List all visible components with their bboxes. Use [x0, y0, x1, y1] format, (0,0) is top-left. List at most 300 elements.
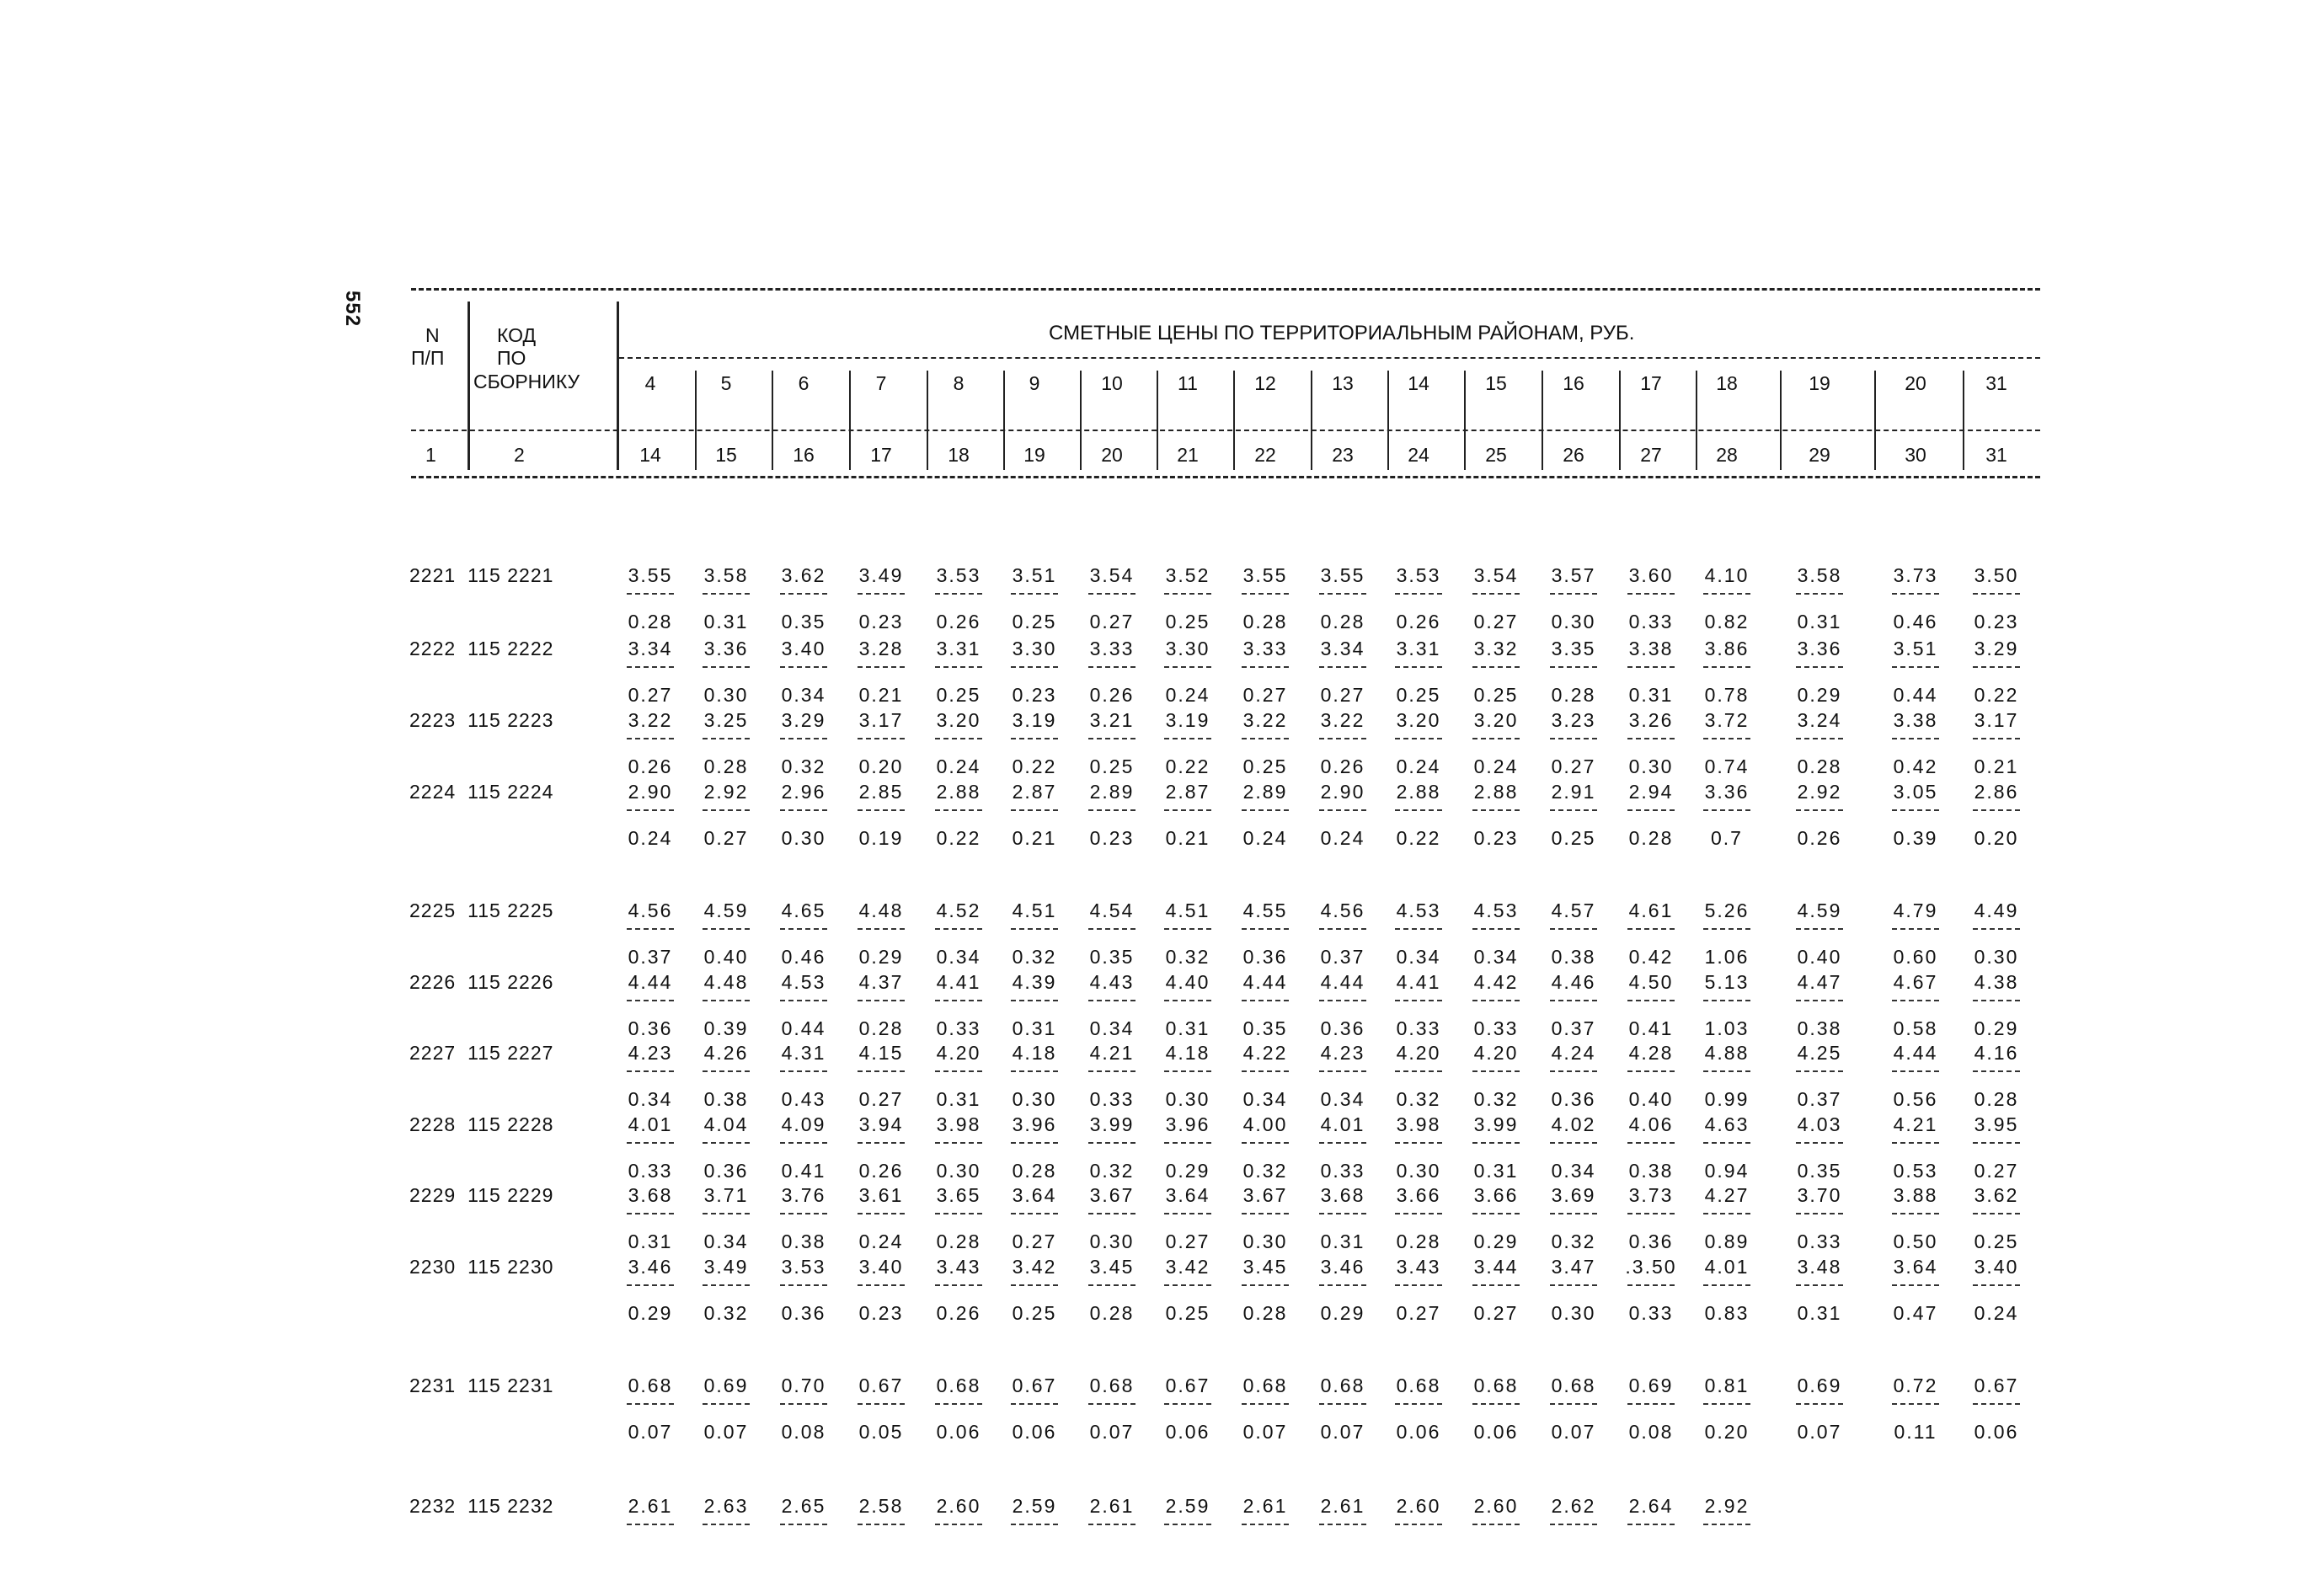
wage-value: 0.24	[1242, 827, 1288, 849]
fraction-line	[1703, 1403, 1750, 1405]
price-value: 4.50	[1628, 971, 1674, 993]
price-value: 3.57	[1551, 564, 1596, 586]
wage-value: 0.27	[1242, 684, 1288, 706]
price-value: 2.91	[1551, 781, 1596, 803]
fraction-line	[1164, 738, 1211, 739]
wage-value: 0.24	[1165, 684, 1210, 706]
column-number: 17	[870, 444, 892, 466]
fraction-line	[780, 593, 827, 595]
price-value: 3.42	[1012, 1256, 1057, 1278]
price-value: 3.29	[1974, 638, 2019, 659]
region-number: 11	[1178, 372, 1198, 394]
wage-value: 0.30	[1551, 1302, 1596, 1324]
wage-value: 0.26	[936, 611, 981, 633]
price-value: 2.90	[1320, 781, 1365, 803]
price-value: 3.49	[858, 564, 904, 586]
wage-value: 0.29	[1797, 684, 1842, 706]
price-value: 3.66	[1396, 1184, 1441, 1206]
wage-value: 0.36	[1320, 1017, 1365, 1039]
price-value: 4.39	[1012, 971, 1057, 993]
wage-value: 0.26	[1089, 684, 1135, 706]
price-value: 4.42	[1473, 971, 1519, 993]
price-value: 2.88	[1473, 781, 1519, 803]
wage-value: 0.50	[1893, 1230, 1938, 1252]
region-number: 4	[644, 372, 656, 394]
price-value: 3.51	[1893, 638, 1938, 659]
price-value: 4.31	[781, 1042, 826, 1064]
wage-value: 0.31	[703, 611, 749, 633]
fraction-line	[1088, 809, 1135, 811]
region-number: 31	[1985, 372, 2007, 394]
fraction-line	[1796, 738, 1843, 739]
column-divider	[1080, 371, 1082, 470]
wage-value: 0.33	[1320, 1160, 1365, 1182]
row-number: 2232	[409, 1495, 457, 1517]
column-number: 20	[1101, 444, 1123, 466]
fraction-line	[1164, 666, 1211, 668]
wage-value: 0.35	[1089, 946, 1135, 968]
price-value: 2.62	[1551, 1495, 1596, 1517]
price-value: 4.01	[1320, 1113, 1365, 1135]
price-value: 0.81	[1704, 1374, 1750, 1396]
row-number: 2227	[409, 1042, 457, 1064]
price-value: 3.62	[781, 564, 826, 586]
column-divider	[1003, 371, 1005, 470]
fraction-line	[1550, 1403, 1597, 1405]
row-label	[409, 1374, 553, 1397]
fraction-line	[1550, 1284, 1597, 1286]
wage-value: 0.23	[1012, 684, 1057, 706]
wage-value: 0.41	[1628, 1017, 1674, 1039]
price-value: 3.44	[1473, 1256, 1519, 1278]
fraction-line	[1703, 666, 1750, 668]
wage-value: 0.06	[936, 1421, 981, 1443]
row-label	[409, 638, 553, 660]
fraction-line	[935, 666, 982, 668]
wage-value: 0.99	[1704, 1088, 1750, 1110]
wage-value: 0.07	[1320, 1421, 1365, 1443]
price-value: 0.69	[1628, 1374, 1674, 1396]
wage-value: 0.30	[1242, 1230, 1288, 1252]
price-value: 3.64	[1165, 1184, 1210, 1206]
fraction-line	[627, 1142, 674, 1144]
price-value: 4.01	[1704, 1256, 1750, 1278]
wage-value: 0.23	[1974, 611, 2019, 633]
column-number: 26	[1563, 444, 1584, 466]
column-divider	[1387, 371, 1389, 470]
header-divider-2	[617, 302, 619, 470]
price-value: 0.68	[1396, 1374, 1441, 1396]
fraction-line	[1550, 1142, 1597, 1144]
header-top-rule	[411, 288, 2040, 291]
left-col-number-1: 1	[425, 444, 436, 466]
wage-value: 0.35	[1242, 1017, 1288, 1039]
price-value: 3.42	[1165, 1256, 1210, 1278]
column-number: 14	[639, 444, 661, 466]
fraction-line	[1011, 928, 1058, 930]
wage-value: 0.07	[703, 1421, 749, 1443]
row-label	[409, 781, 553, 803]
fraction-line	[703, 666, 750, 668]
price-value: 4.41	[1396, 971, 1441, 993]
price-value: 3.30	[1165, 638, 1210, 659]
col-n-sublabel: П/П	[411, 347, 445, 369]
column-number: 30	[1905, 444, 1926, 466]
fraction-line	[1973, 1070, 2020, 1072]
price-value: 2.87	[1165, 781, 1210, 803]
price-value: 3.40	[781, 638, 826, 659]
region-number: 10	[1101, 372, 1123, 394]
price-value: 3.98	[936, 1113, 981, 1135]
price-value: 4.47	[1797, 971, 1842, 993]
row-number: 2223	[409, 709, 457, 731]
fraction-line	[858, 1524, 905, 1525]
price-value: 2.58	[858, 1495, 904, 1517]
fraction-line	[1472, 666, 1520, 668]
price-value: 4.48	[703, 971, 749, 993]
price-value: 4.59	[1797, 899, 1842, 921]
price-value: 4.49	[1974, 899, 2019, 921]
fraction-line	[1011, 1213, 1058, 1214]
fraction-line	[858, 738, 905, 739]
price-value: 0.68	[1551, 1374, 1596, 1396]
fraction-line	[780, 1070, 827, 1072]
fraction-line	[1011, 809, 1058, 811]
price-value: 4.27	[1704, 1184, 1750, 1206]
wage-value: 0.31	[1628, 684, 1674, 706]
fraction-line	[1319, 738, 1366, 739]
wage-value: 0.25	[1165, 611, 1210, 633]
price-value: 3.46	[1320, 1256, 1365, 1278]
fraction-line	[1472, 1403, 1520, 1405]
price-value: 3.30	[1012, 638, 1057, 659]
price-value: 3.25	[703, 709, 749, 731]
fraction-line	[1627, 666, 1675, 668]
wage-value: 0.34	[1320, 1088, 1365, 1110]
fraction-line	[1627, 593, 1675, 595]
fraction-line	[1703, 1142, 1750, 1144]
price-value: 4.53	[1396, 899, 1441, 921]
column-divider	[1619, 371, 1621, 470]
fraction-line	[1627, 1284, 1675, 1286]
wage-value: 0.24	[858, 1230, 904, 1252]
price-value: 4.09	[781, 1113, 826, 1135]
wage-value: 0.30	[1165, 1088, 1210, 1110]
price-value: 3.65	[936, 1184, 981, 1206]
wage-value: 0.28	[936, 1230, 981, 1252]
fraction-line	[1550, 738, 1597, 739]
price-value: 3.55	[1320, 564, 1365, 586]
price-value: 2.92	[1797, 781, 1842, 803]
fraction-line	[1011, 1524, 1058, 1525]
price-value: 3.64	[1893, 1256, 1938, 1278]
column-number: 31	[1985, 444, 2007, 466]
fraction-line	[1627, 738, 1675, 739]
wage-value: 0.21	[1012, 827, 1057, 849]
fraction-line	[1242, 1284, 1289, 1286]
wage-value: 0.30	[936, 1160, 981, 1182]
row-number: 2230	[409, 1256, 457, 1278]
fraction-line	[1472, 809, 1520, 811]
fraction-line	[780, 809, 827, 811]
region-number: 16	[1563, 372, 1584, 394]
price-value: 0.67	[1012, 1374, 1057, 1396]
price-value: 2.60	[936, 1495, 981, 1517]
price-value: 2.92	[1704, 1495, 1750, 1517]
fraction-line	[627, 666, 674, 668]
price-value: 3.29	[781, 709, 826, 731]
col-n-label: N	[425, 324, 440, 346]
wage-value: 0.31	[1320, 1230, 1365, 1252]
price-value: 4.04	[703, 1113, 749, 1135]
table-header	[0, 0, 2303, 505]
header-bottom-rule	[411, 476, 2040, 478]
column-number: 22	[1254, 444, 1276, 466]
wage-value: 0.06	[1473, 1421, 1519, 1443]
wage-value: 0.22	[1396, 827, 1441, 849]
price-value: 3.20	[936, 709, 981, 731]
column-divider	[849, 371, 851, 470]
fraction-line	[935, 1213, 982, 1214]
column-number: 27	[1640, 444, 1662, 466]
price-value: 4.02	[1551, 1113, 1596, 1135]
price-value: 3.96	[1012, 1113, 1057, 1135]
wage-value: 0.42	[1628, 946, 1674, 968]
wage-value: 0.78	[1704, 684, 1750, 706]
wage-value: 0.83	[1704, 1302, 1750, 1324]
fraction-line	[858, 1284, 905, 1286]
fraction-line	[1164, 809, 1211, 811]
fraction-line	[1973, 928, 2020, 930]
price-value: 4.52	[936, 899, 981, 921]
row-label	[409, 971, 553, 994]
price-value: 3.54	[1473, 564, 1519, 586]
column-number: 24	[1408, 444, 1429, 466]
fraction-line	[1550, 928, 1597, 930]
wage-value: 0.28	[703, 755, 749, 777]
wage-value: 0.29	[1320, 1302, 1365, 1324]
wage-value: 0.24	[1974, 1302, 2019, 1324]
fraction-line	[1973, 1213, 2020, 1214]
wage-value: 0.23	[858, 1302, 904, 1324]
price-value: 3.40	[1974, 1256, 2019, 1278]
price-value: 4.20	[1473, 1042, 1519, 1064]
price-value: 4.21	[1893, 1113, 1938, 1135]
price-value: 4.63	[1704, 1113, 1750, 1135]
fraction-line	[703, 1142, 750, 1144]
price-value: 2.90	[628, 781, 673, 803]
fraction-line	[1242, 1524, 1289, 1525]
price-value: 3.48	[1797, 1256, 1842, 1278]
row-label	[409, 564, 553, 587]
fraction-line	[1164, 593, 1211, 595]
fraction-line	[1395, 1284, 1442, 1286]
wage-value: 0.26	[1797, 827, 1842, 849]
column-number: 19	[1023, 444, 1045, 466]
price-value: 0.72	[1893, 1374, 1938, 1396]
price-value: 3.68	[1320, 1184, 1365, 1206]
col-code-label: КОД	[497, 324, 537, 346]
price-value: 0.68	[1089, 1374, 1135, 1396]
fraction-line	[1088, 928, 1135, 930]
price-value: 3.40	[858, 1256, 904, 1278]
wage-value: 0.26	[936, 1302, 981, 1324]
wage-value: 0.22	[1012, 755, 1057, 777]
fraction-line	[1242, 809, 1289, 811]
price-value: 4.44	[1242, 971, 1288, 993]
fraction-line	[1973, 809, 2020, 811]
price-value: 4.53	[1473, 899, 1519, 921]
price-value: 3.34	[628, 638, 673, 659]
fraction-line	[1472, 1000, 1520, 1001]
price-value: 3.62	[1974, 1184, 2019, 1206]
fraction-line	[1319, 1000, 1366, 1001]
wage-value: 1.03	[1704, 1017, 1750, 1039]
fraction-line	[935, 1070, 982, 1072]
left-col-number-2: 2	[514, 444, 525, 466]
fraction-line	[627, 1000, 674, 1001]
fraction-line	[1011, 666, 1058, 668]
column-number: 21	[1177, 444, 1199, 466]
fraction-line	[627, 1070, 674, 1072]
price-value: 4.21	[1089, 1042, 1135, 1064]
fraction-line	[935, 1142, 982, 1144]
fraction-line	[703, 1524, 750, 1525]
fraction-line	[1319, 809, 1366, 811]
column-divider	[695, 371, 697, 470]
row-code: 115 2227	[468, 1042, 554, 1064]
fraction-line	[1703, 1070, 1750, 1072]
wage-value: 0.60	[1893, 946, 1938, 968]
price-value: 4.18	[1165, 1042, 1210, 1064]
price-value: 0.68	[1320, 1374, 1365, 1396]
column-divider	[1874, 371, 1876, 470]
price-value: 4.23	[628, 1042, 673, 1064]
fraction-line	[1627, 1000, 1675, 1001]
fraction-line	[1164, 1213, 1211, 1214]
wage-value: 0.36	[703, 1160, 749, 1182]
wage-value: 0.40	[1628, 1088, 1674, 1110]
price-value: 0.68	[936, 1374, 981, 1396]
fraction-line	[1088, 1524, 1135, 1525]
price-value: 3.99	[1089, 1113, 1135, 1135]
price-value: 3.20	[1473, 709, 1519, 731]
row-label	[409, 1495, 553, 1518]
wage-value: 0.34	[936, 946, 981, 968]
column-divider	[1696, 371, 1697, 470]
wage-value: 0.32	[1242, 1160, 1288, 1182]
row-number: 2221	[409, 564, 457, 586]
price-value: 3.88	[1893, 1184, 1938, 1206]
price-value: 4.18	[1012, 1042, 1057, 1064]
fraction-line	[1242, 1000, 1289, 1001]
price-value: 4.44	[1893, 1042, 1938, 1064]
fraction-line	[627, 1403, 674, 1405]
fraction-line	[1892, 1403, 1939, 1405]
row-code: 115 2232	[468, 1495, 554, 1517]
wage-value: 0.25	[1165, 1302, 1210, 1324]
wage-value: 0.32	[1473, 1088, 1519, 1110]
price-value: 3.28	[858, 638, 904, 659]
wage-value: 0.47	[1893, 1302, 1938, 1324]
row-code: 115 2226	[468, 971, 554, 993]
fraction-line	[627, 809, 674, 811]
fraction-line	[1472, 1142, 1520, 1144]
wage-value: 0.31	[936, 1088, 981, 1110]
wage-value: 0.32	[1396, 1088, 1441, 1110]
fraction-line	[1892, 1284, 1939, 1286]
price-value: 2.61	[1089, 1495, 1135, 1517]
wage-value: 0.34	[628, 1088, 673, 1110]
wage-value: 0.24	[1396, 755, 1441, 777]
wage-value: 0.29	[1165, 1160, 1210, 1182]
wage-value: 0.37	[628, 946, 673, 968]
wage-value: 0.34	[1089, 1017, 1135, 1039]
fraction-line	[1011, 1000, 1058, 1001]
price-value: 2.89	[1089, 781, 1135, 803]
region-number: 6	[798, 372, 810, 394]
wage-value: 0.38	[1797, 1017, 1842, 1039]
wage-value: 0.58	[1893, 1017, 1938, 1039]
price-value: 4.43	[1089, 971, 1135, 993]
fraction-line	[1088, 1284, 1135, 1286]
fraction-line	[1011, 593, 1058, 595]
wage-value: 0.20	[858, 755, 904, 777]
fraction-line	[627, 1213, 674, 1214]
wage-value: 0.44	[781, 1017, 826, 1039]
region-number: 13	[1332, 372, 1354, 394]
fraction-line	[1892, 738, 1939, 739]
price-value: 3.45	[1089, 1256, 1135, 1278]
price-value: 3.45	[1242, 1256, 1288, 1278]
fraction-line	[1088, 1142, 1135, 1144]
wage-value: 0.34	[1473, 946, 1519, 968]
price-value: 4.46	[1551, 971, 1596, 993]
price-value: 3.67	[1242, 1184, 1288, 1206]
fraction-line	[1088, 738, 1135, 739]
wage-value: 0.40	[703, 946, 749, 968]
fraction-line	[1319, 1284, 1366, 1286]
column-divider	[1157, 371, 1158, 470]
fraction-line	[1242, 738, 1289, 739]
wage-value: 0.22	[1165, 755, 1210, 777]
price-value: 3.38	[1893, 709, 1938, 731]
price-value: 4.20	[936, 1042, 981, 1064]
fraction-line	[1242, 593, 1289, 595]
region-number: 12	[1254, 372, 1276, 394]
wage-value: 0.31	[1797, 1302, 1842, 1324]
price-value: 4.16	[1974, 1042, 2019, 1064]
header-lower-rule	[411, 430, 2040, 431]
fraction-line	[627, 1524, 674, 1525]
wage-value: 0.31	[1797, 611, 1842, 633]
fraction-line	[858, 1142, 905, 1144]
wage-value: 0.46	[781, 946, 826, 968]
fraction-line	[1395, 928, 1442, 930]
wage-value: 0.27	[703, 827, 749, 849]
wage-value: 0.21	[858, 684, 904, 706]
price-value: 2.61	[1320, 1495, 1365, 1517]
col-code-sublabel-2: СБОРНИКУ	[473, 371, 580, 392]
fraction-line	[1892, 1213, 1939, 1214]
fraction-line	[1627, 1213, 1675, 1214]
fraction-line	[935, 1284, 982, 1286]
price-value: 3.31	[1396, 638, 1441, 659]
fraction-line	[1319, 593, 1366, 595]
column-number: 15	[715, 444, 737, 466]
wage-value: 0.07	[1551, 1421, 1596, 1443]
price-value: 3.43	[936, 1256, 981, 1278]
